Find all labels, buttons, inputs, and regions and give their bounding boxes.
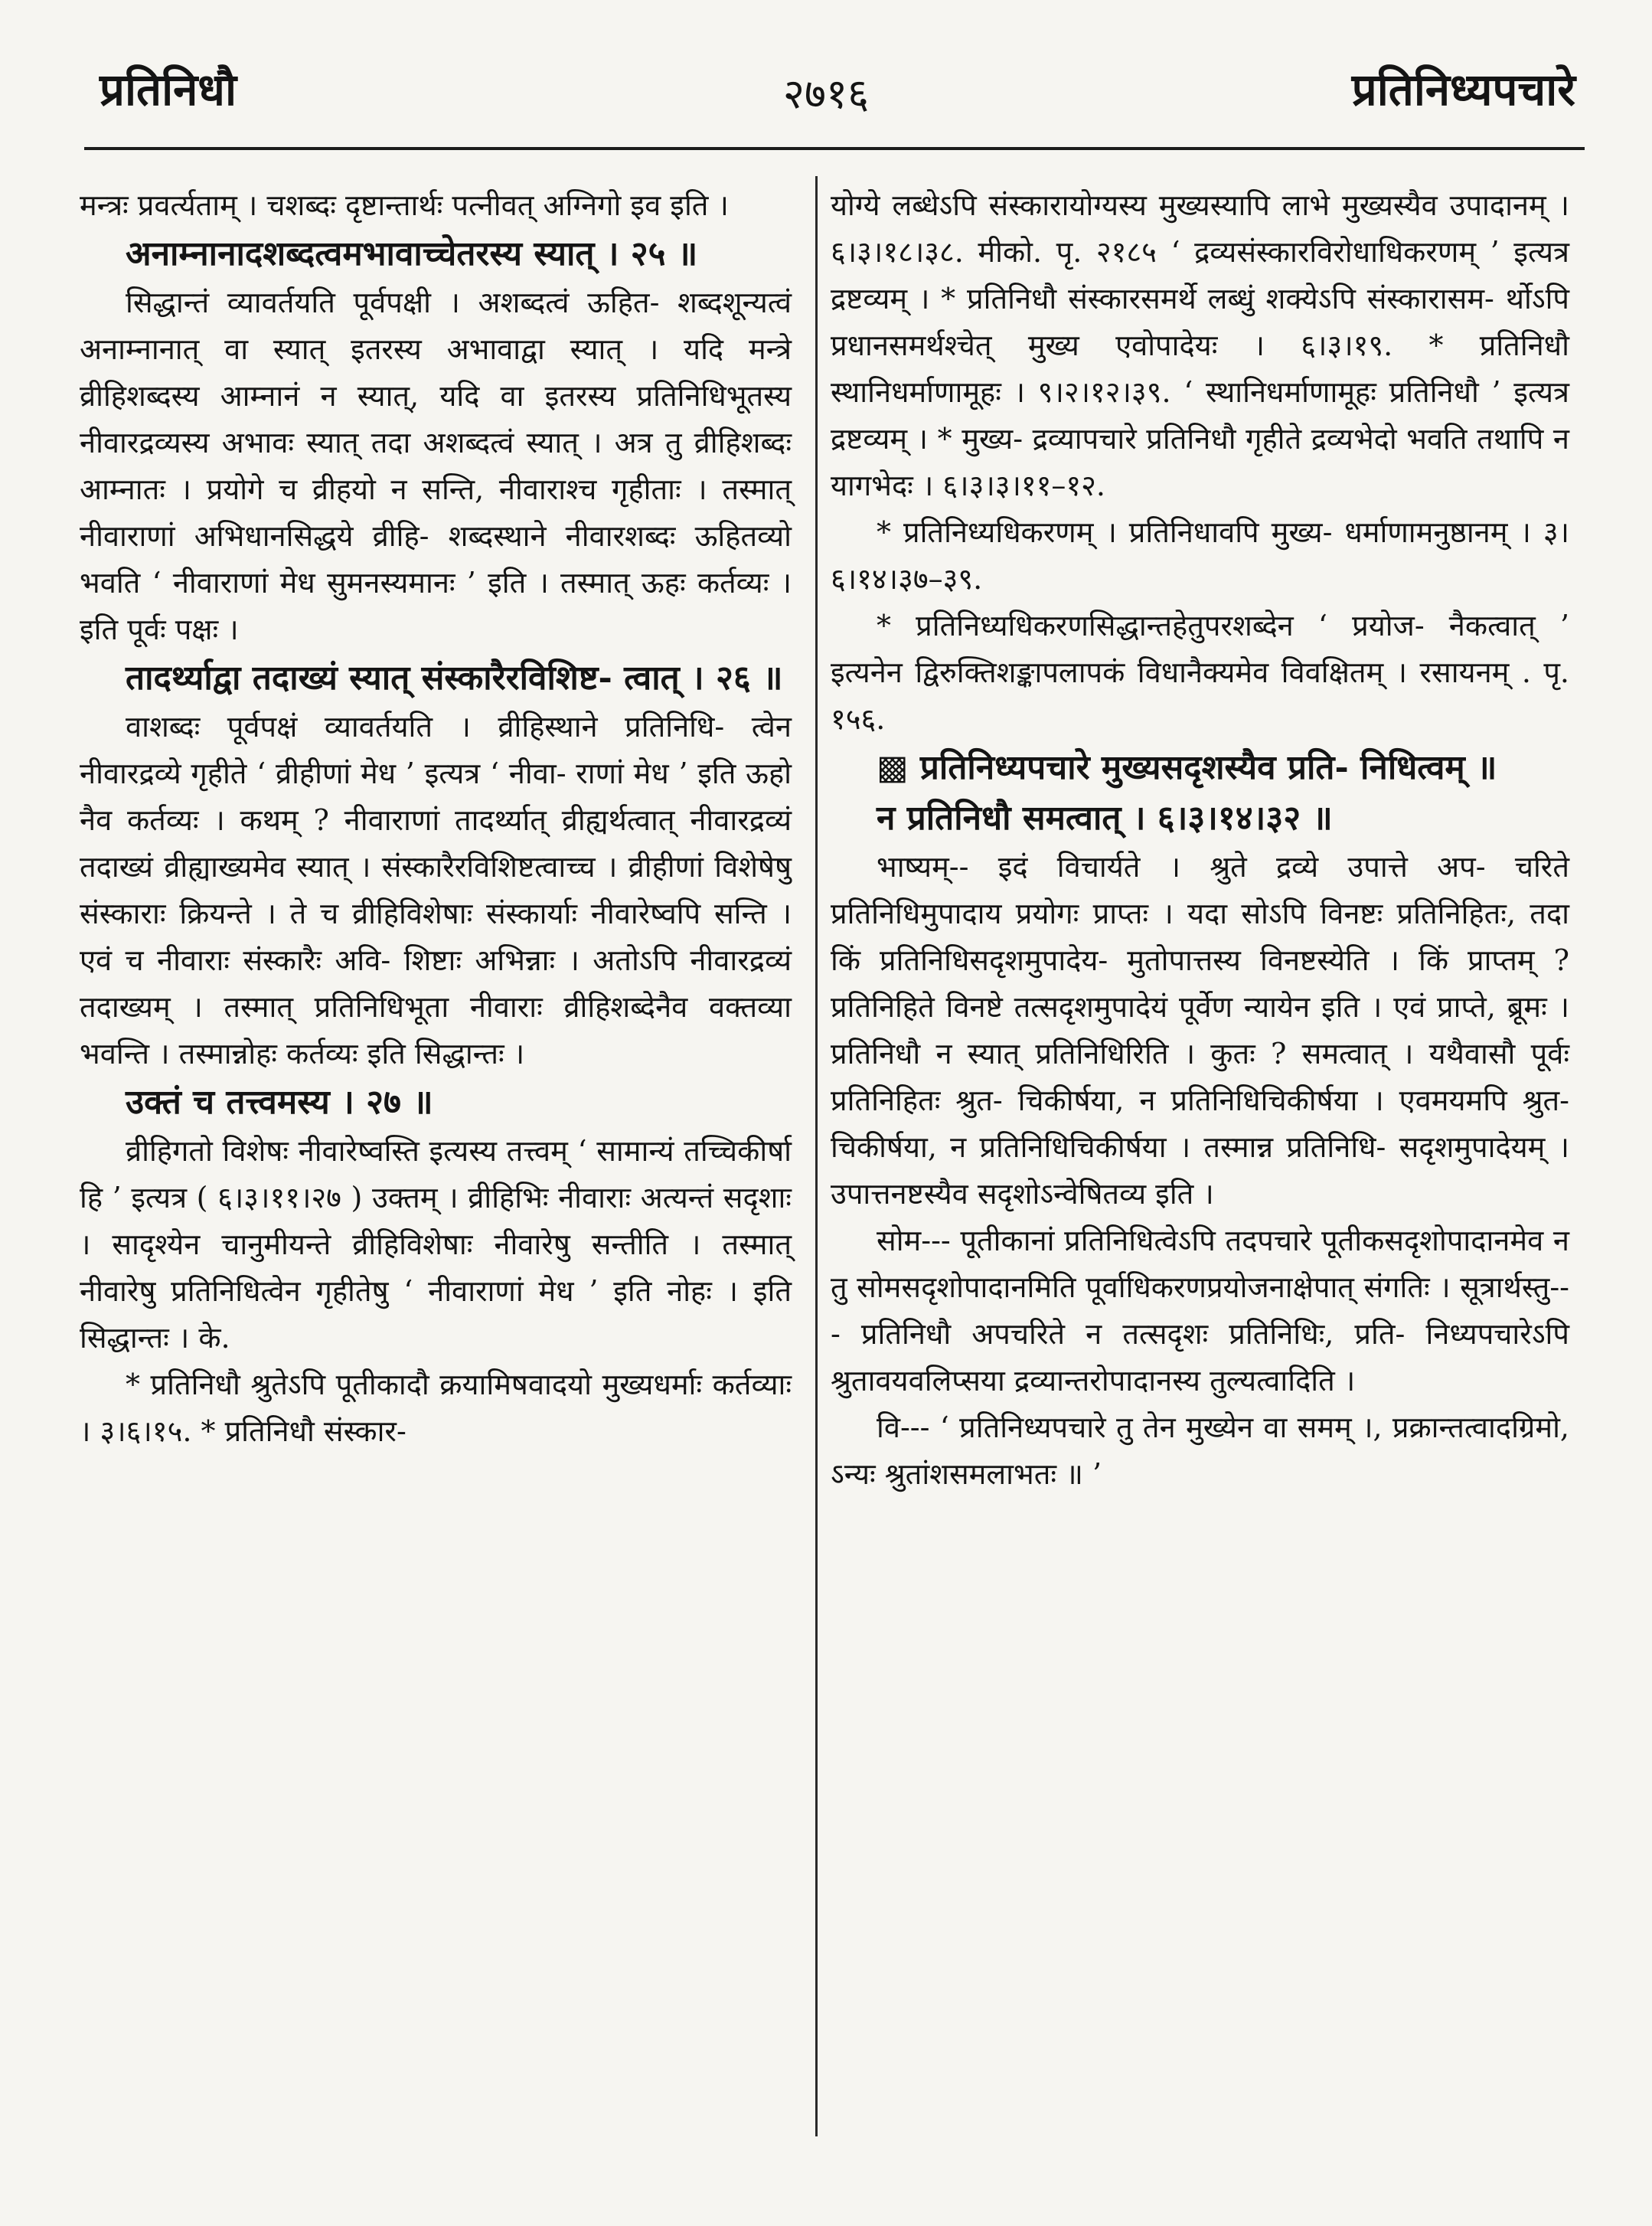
sutra-heading: तादर्थ्याद्वा तदाख्यं स्यात् संस्कारैरविशिष्ट- त्वात् । २६ ॥ (126, 659, 783, 698)
paragraph: * प्रतिनिधौ श्रुतेऽपि पूतीकादौ क्रयामिषवादयो मुख्यधर्माः कर्तव्याः । ३।६।१५. * प्रतिनिधौ संस्कार- (80, 1368, 792, 1448)
left-column (80, 182, 792, 1455)
paragraph: सिद्धान्तं व्यावर्तयति पूर्वपक्षी । अशब्दत्वं ऊहित- शब्दशून्यत्वं अनाम्नानात् वा स्यात् इतरस्य अभावाद्वा स्यात् । यदि मन्त्रे व्रीहिशब्दस्य आम्नानं न स्यात्, यदि वा इतरस्य प्रतिनिधिभूतस्य नीवारद्रव्यस्य अभावः स्यात् तदा अशब्दत्वं स्यात् । अत्र तु व्रीहिशब्दः आम्नातः । प्रयोगे च व्रीहयो न सन्ति, नीवाराश्च गृहीताः । तस्मात् नीवाराणां अभिधानसिद्धये व्रीहि- शब्दस्थाने नीवारशब्दः ऊहितव्यो भवति ‘ नीवाराणां मेध सुमनस्यमानः ’ इति । तस्मात् ऊहः कर्तव्यः । इति पूर्वः पक्षः । (80, 286, 792, 646)
page-header (0, 0, 1652, 161)
running-head-left: प्रतिनिधौ (100, 64, 237, 116)
running-head-right: प्रतिनिध्यपचारे (1351, 64, 1575, 116)
sutra-heading: उक्तं च तत्त्वमस्य । २७ ॥ (126, 1083, 433, 1122)
section-heading: ▩ प्रतिनिध्यपचारे मुख्यसदृशस्यैव प्रति- निधित्वम् ॥ (877, 748, 1497, 787)
paragraph: भाष्यम्-- इदं विचार्यते । श्रुते द्रव्ये उपात्ते अप- चरिते प्रतिनिधिमुपादाय प्रयोगः प्राप्तः । यदा सोऽपि विनष्टः प्रतिनिहितः, तदा किं प्रतिनिधिसदृशमुपादेय- मुतोपात्तस्य विनष्टस्येति । किं प्राप्तम् ? प्रतिनिहिते विनष्टे तत्सदृशमुपादेयं पूर्वेण न्यायेन इति । एवं प्राप्ते, ब्रूमः । प्रतिनिधौ न स्यात् प्रतिनिधिरिति । कुतः ? समत्वात् । यथैवासौ पूर्वः प्रतिनिहितः श्रुत- चिकीर्षया, न प्रतिनिधिचिकीर्षया । एवमयमपि श्रुत- चिकीर्षया, न प्रतिनिधिचिकीर्षया । तस्मान्न प्रतिनिधि- सदृशमुपादेयम् । उपात्तनष्टस्यैव सदृशोऽन्वेषितव्य इति । (831, 850, 1569, 1211)
paragraph: व्रीहिगतो विशेषः नीवारेष्वस्ति इत्यस्य तत्त्वम् ‘ सामान्यं तच्चिकीर्षा हि ’ इत्यत्र ( ६।३।११।२७ ) उक्तम् । व्रीहिभिः नीवाराः अत्यन्तं सदृशाः । सादृश्येन चानुमीयन्ते व्रीहिविशेषाः नीवारेषु सन्तीति । तस्मात् नीवारेषु प्रतिनिधित्वेन गृहीतेषु ‘ नीवाराणां मेध ’ इति नोहः । इति सिद्धान्तः । के. (80, 1134, 792, 1355)
paragraph: मन्त्रः प्रवर्त्यताम् । चशब्दः दृष्टान्तार्थः पत्नीवत् अग्निगो इव इति । (80, 188, 729, 222)
paragraph: वाशब्दः पूर्वपक्षं व्यावर्तयति । व्रीहिस्थाने प्रतिनिधि- त्वेन नीवारद्रव्ये गृहीते ‘ व्रीहीणां मेध ’ इत्यत्र ‘ नीवा- राणां मेध ’ इति ऊहो नैव कर्तव्यः । कथम् ? नीवाराणां तादर्थ्यात् व्रीह्यर्थत्वात् नीवारद्रव्यं तदाख्यं व्रीह्याख्यमेव स्यात् । संस्कारैरविशिष्टत्वाच्च । व्रीहीणां विशेषेषु संस्काराः क्रियन्ते । ते च व्रीहिविशेषाः संस्कार्याः नीवारेष्वपि सन्ति । एवं च नीवाराः संस्कारैः अवि- शिष्टाः अभिन्नाः । अतोऽपि नीवारद्रव्यं तदाख्यम् । तस्मात् प्रतिनिधिभूता नीवाराः व्रीहिशब्देनैव वक्तव्या भवन्ति । तस्मान्नोहः कर्तव्यः इति सिद्धान्तः । (80, 710, 792, 1071)
paragraph: * प्रतिनिध्यधिकरणम् । प्रतिनिधावपि मुख्य- धर्माणामनुष्ठानम् । ३।६।१४।३७–३९. (831, 515, 1569, 596)
paragraph: वि--- ‘ प्रतिनिध्यपचारे तु तेन मुख्येन वा समम् ।, प्रक्रान्तत्वादग्रिमो, ऽन्यः श्रुतांशसमलाभतः ॥ ’ (831, 1410, 1569, 1491)
sutra-heading: अनाम्नानादशब्दत्वमभावाच्चेतरस्य स्यात् । २५ ॥ (126, 234, 698, 273)
sutra-heading: न प्रतिनिधौ समत्वात् । ६।३।१४।३२ ॥ (877, 799, 1333, 838)
paragraph: योग्ये लब्धेऽपि संस्कारायोग्यस्य मुख्यस्यापि लाभे मुख्यस्यैव उपादानम् । ६।३।१८।३८. मीको. पृ. २१८५ ‘ द्रव्यसंस्कारविरोधाधिकरणम् ’ इत्यत्र द्रष्टव्यम् । * प्रतिनिधौ संस्कारसमर्थे लब्धुं शक्येऽपि संस्कारासम- र्थोऽपि प्रधानसमर्थश्चेत् मुख्य एवोपादेयः । ६।३।१९. * प्रतिनिधौ स्थानिधर्माणामूहः । ९।२।१२।३९. ‘ स्थानिधर्माणामूहः प्रतिनिधौ ’ इत्यत्र द्रष्टव्यम् । * मुख्य- द्रव्यापचारे प्रतिनिधौ गृहीते द्रव्यभेदो भवति तथापि न यागभेदः । ६।३।३।११–१२. (831, 188, 1569, 502)
right-column (831, 182, 1569, 1498)
header-rule (84, 147, 1585, 150)
column-divider (815, 176, 818, 2136)
paragraph: * प्रतिनिध्यधिकरणसिद्धान्तहेतुपरशब्देन ‘ प्रयोज- नैकत्वात् ’ इत्यनेन द्विरुक्तिशङ्कापलापकं विधानैक्यमेव विवक्षितम् । रसायनम् . पृ. १५६. (831, 609, 1569, 736)
page-number: २७१६ (782, 70, 870, 118)
paragraph: सोम--- पूतीकानां प्रतिनिधित्वेऽपि तदपचारे पूतीकसदृशोपादानमेव न तु सोमसदृशोपादानमिति पूर्वाधिकरणप्रयोजनाक्षेपात् संगतिः । सूत्रार्थस्तु--- प्रतिनिधौ अपचरिते न तत्सदृशः प्रतिनिधिः, प्रति- निध्यपचारेऽपि श्रुतावयवलिप्सया द्रव्यान्तरोपादानस्य तुल्यत्वादिति । (831, 1224, 1569, 1397)
